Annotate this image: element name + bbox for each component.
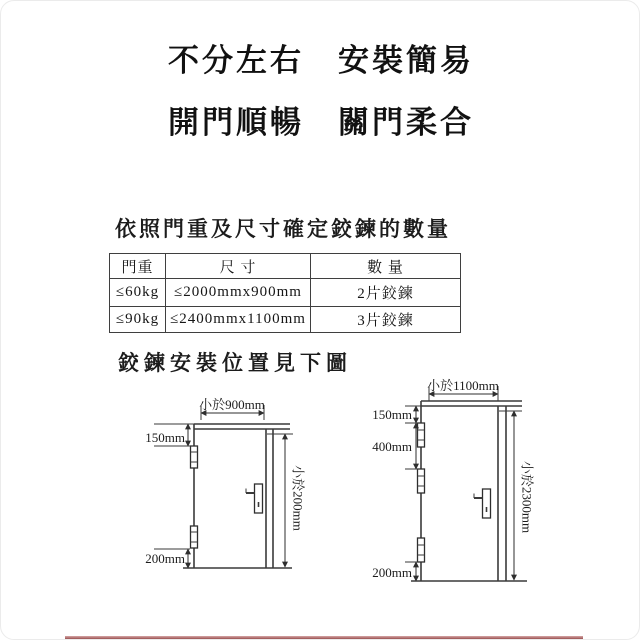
hinge-icon bbox=[418, 469, 425, 493]
left-door-bottom-offset-label: 200mm bbox=[145, 551, 185, 566]
cell-qty-1: 2片鉸鍊 bbox=[311, 279, 461, 307]
door-handle-icon bbox=[474, 489, 491, 518]
col-header-size: 尺 寸 bbox=[166, 254, 311, 279]
right-door-hinge-spacing-label: 400mm bbox=[372, 439, 412, 454]
col-header-door-weight: 門重 bbox=[110, 254, 166, 279]
right-door-top-offset-label: 150mm bbox=[372, 407, 412, 422]
cell-qty-2: 3片鉸鍊 bbox=[311, 307, 461, 333]
hinge-spec-table bbox=[109, 253, 461, 333]
left-door-diagram bbox=[145, 397, 305, 568]
left-door-width-label: 小於900mm bbox=[199, 397, 265, 412]
table-row bbox=[110, 279, 461, 307]
headline-line2: 開門順暢 關門柔合 bbox=[168, 105, 474, 140]
door-handle-icon bbox=[246, 484, 263, 513]
table-title: 依照門重及尺寸確定鉸鍊的數量 bbox=[115, 217, 451, 241]
right-door-width-label: 小於1100mm bbox=[427, 378, 499, 393]
diagram-title: 鉸鍊安裝位置見下圖 bbox=[118, 351, 352, 375]
cell-weight-1: ≤60kg bbox=[110, 279, 166, 307]
hinge-icon bbox=[418, 538, 425, 562]
hinge-icon bbox=[418, 423, 425, 447]
table-row bbox=[110, 307, 461, 333]
right-door-height-label: 小於2300mm bbox=[519, 460, 535, 534]
col-header-quantity: 數 量 bbox=[311, 254, 461, 279]
left-door-height-label: 小於200mm bbox=[290, 465, 306, 531]
hinge-icon bbox=[191, 526, 198, 548]
headline-line1: 不分左右 安裝簡易 bbox=[168, 43, 474, 78]
cell-size-1: ≤2000mmx900mm bbox=[166, 279, 311, 307]
right-door-diagram bbox=[372, 378, 534, 581]
right-door-bottom-offset-label: 200mm bbox=[372, 565, 412, 580]
bottom-accent-bar bbox=[65, 636, 583, 640]
table-header-row bbox=[110, 254, 461, 279]
left-door-top-offset-label: 150mm bbox=[145, 430, 185, 445]
cell-size-2: ≤2400mmx1100mm bbox=[166, 307, 311, 333]
cell-weight-2: ≤90kg bbox=[110, 307, 166, 333]
hinge-icon bbox=[191, 446, 198, 468]
